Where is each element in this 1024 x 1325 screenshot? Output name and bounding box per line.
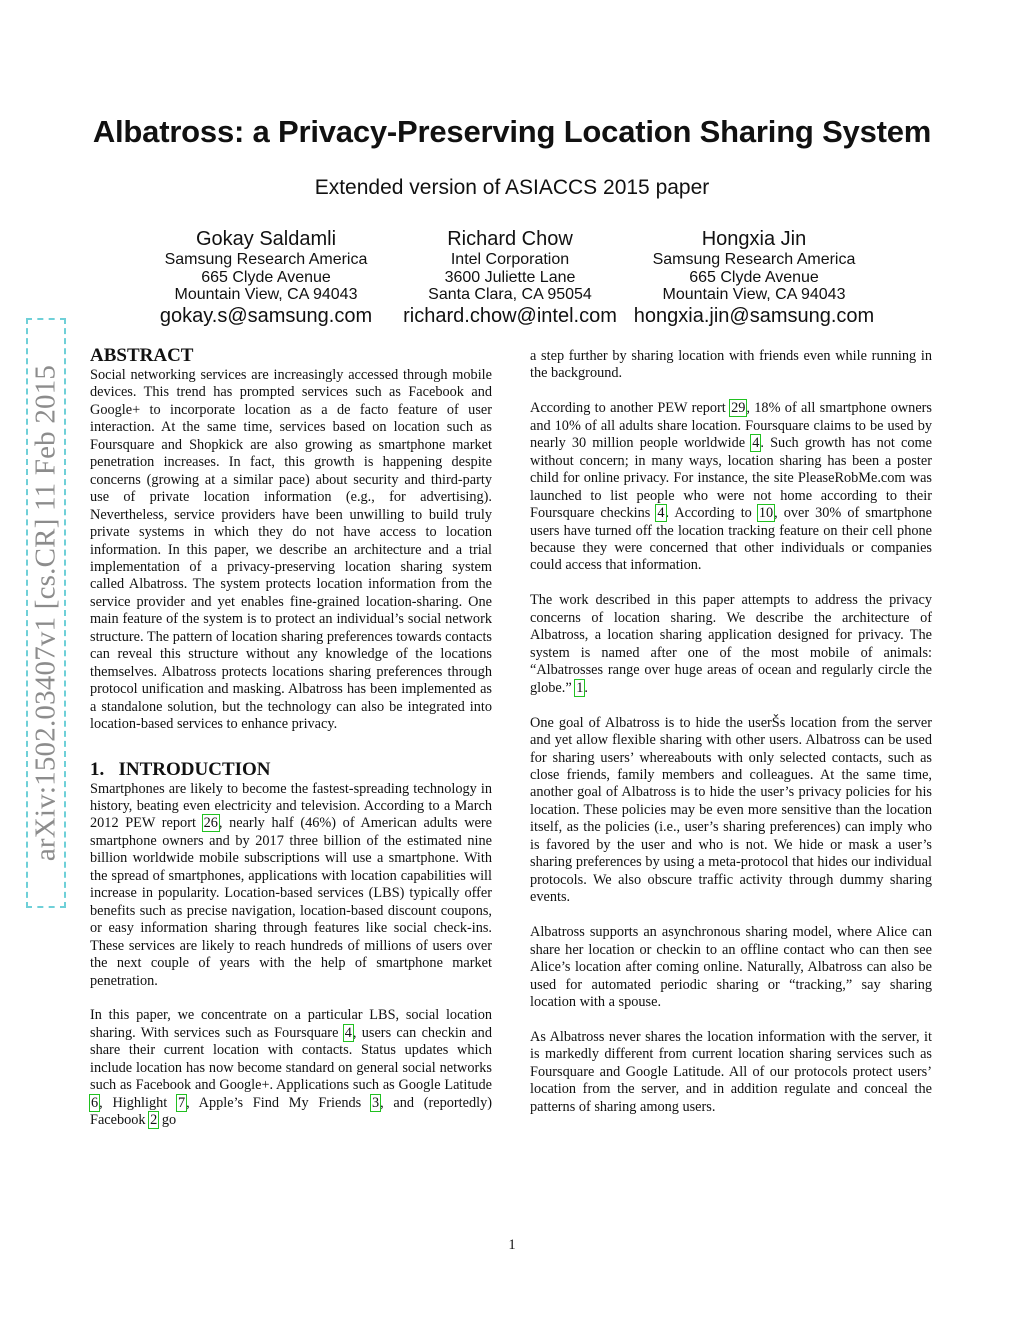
author-city: Mountain View, CA 94043	[662, 286, 846, 303]
citation-link[interactable]: 26	[203, 815, 218, 832]
author-city: Santa Clara, CA 95054	[428, 286, 592, 303]
author-block	[140, 227, 392, 327]
author-name: Hongxia Jin	[701, 228, 807, 250]
author-block	[628, 227, 880, 327]
page-number: 1	[508, 1237, 516, 1253]
author-street: 665 Clyde Avenue	[201, 268, 331, 286]
intro-paragraph: In this paper, we concentrate on a particular LBS, social location sharing. With services such as Foursquare 4, users can checkin and share their current location with contacts. Status updates which include location has now become standard on general social networks such as Facebook and Google+. Applications such as Google Latitude 6, Highlight 7, Apple’s Find My Friends 3, and (reportedly) Facebook 2 go	[90, 1007, 493, 1129]
arxiv-identifier[interactable]: arXiv:1502.03407v1 [cs.CR] 11 Feb 2015	[29, 364, 62, 862]
author-name: Richard Chow	[447, 228, 573, 250]
author-affiliation: Samsung Research America	[652, 251, 856, 268]
body-paragraph: According to another PEW report 29, 18% of all smartphone owners and 10% of all adults share location. Foursquare claims to be used by nearly 30 million people worldwide 4. Such growth has not come without concern; in many ways, location sharing has been a poster child for online privacy. For instance, the site PleaseRobMe.com was launched to list people who were not home according to their Foursquare checkins 4. According to 10, over 30% of smartphone users have turned off the location tracking feature on their cell phone because they were concerned that other individuals or companies could access that information.	[530, 400, 932, 574]
citation-link[interactable]: 1	[576, 679, 584, 696]
abstract-text: Social networking services are increasingly accessed through mobile devices. This trend has prompted services such as Facebook and Google+ to incorporate location as a de facto feature of user interaction. At the same time, services based on location such as Foursquare and Shopkick are also growing as smartphone market penetration increases. In fact, this growth is happening despite concerns (growing at a similar pace) about security and third-party use of private location information (e.g., for advertising). Nevertheless, service providers have been unwilling to build truly private systems in which they do not have access to location information. In this paper, we describe an architecture and a trial implementation of a privacy-preserving location sharing system called Albatross. The system protects location information from the service provider and yet enables fine-grained location-sharing. One main feature of the system is to protect an individual’s social network structure. The pattern of location sharing preferences towards contacts can reveal this structure without any knowledge of the locations themselves. Albatross protects locations sharing preferences through protocol unification and masking. Albatross has been implemented as a standalone solution, but the technology can also be integrated into location-based services to enhance privacy.	[90, 367, 492, 733]
author-street: 665 Clyde Avenue	[689, 268, 819, 286]
author-street: 3600 Juliette Lane	[444, 268, 576, 286]
author-email[interactable]: hongxia.jin@samsung.com	[633, 304, 875, 327]
paper-subtitle: Extended version of ASIACCS 2015 paper	[314, 176, 710, 199]
citation-link[interactable]: 4	[752, 435, 760, 452]
body-paragraph: As Albatross never shares the location information with the server, it is markedly different from current location sharing services such as Foursquare and Google Latitude. All of our protocols protect users’ location from the server, and in addition regulate and conceal the patterns of sharing among users.	[530, 1028, 932, 1115]
author-city: Mountain View, CA 94043	[174, 286, 358, 303]
citation-link[interactable]: 3	[371, 1094, 380, 1111]
paper-title: Albatross: a Privacy-Preserving Location Sharing System	[92, 114, 932, 149]
citation-link[interactable]: 6	[91, 1094, 99, 1111]
author-block	[392, 227, 628, 327]
citation-link[interactable]: 29	[731, 400, 746, 417]
citation-link[interactable]: 4	[657, 505, 665, 522]
citation-link[interactable]: 10	[758, 505, 774, 522]
author-email[interactable]: richard.chow@intel.com	[403, 304, 617, 327]
author-affiliation: Intel Corporation	[450, 251, 570, 268]
left-column	[90, 345, 492, 1130]
citation-link[interactable]: 7	[177, 1094, 186, 1111]
author-affiliation: Samsung Research America	[164, 251, 368, 268]
citation-link[interactable]: 4	[344, 1024, 352, 1041]
author-email[interactable]: gokay.s@samsung.com	[159, 304, 373, 327]
intro-paragraph: Smartphones are likely to become the fastest-spreading technology in history, beating even electricity and television. According to a March 2012 PEW report 26, nearly half (46%) of American adults were smartphone owners and by 2017 three billion of the estimated nine billion worldwide mobile subscriptions will use a smartphone. With the spread of smartphones, applications with location capabilities will increase in popularity. Location-based services (LBS) typically offer benefits such as precise navigation, location-based discount coupons, or easy information sharing through features like social check-ins. These services are likely to reach hundreds of millions of users over the next couple of years with the help of smartphone market penetration.	[90, 780, 493, 989]
author-name: Gokay Saldamli	[195, 228, 337, 250]
introduction-heading: 1. INTRODUCTION	[90, 758, 271, 780]
body-paragraph: The work described in this paper attempts to address the privacy concerns of location sharing. We describe the architecture of Albatross, a location sharing application designed for privacy. The system is named after one of the most mobile of animals: “Albatrosses range over huge areas of ocean and regularly circle the globe.” 1.	[530, 592, 932, 696]
body-paragraph: Albatross supports an asynchronous sharing model, where Alice can share her location or checkin to an offline contact who can then see Alice’s location after coming online. Naturally, Albatross can also be used for automated periodic sharing or “tracking,” say sharing location with a spouse.	[530, 924, 932, 1010]
body-paragraph: One goal of Albatross is to hide the userŠs location from the server and yet allow flexible sharing with other users. Albatross can be used for sharing users’ whereabouts with only selected contacts, such as close friends, family members and colleagues. At the same time, another goal of Albatross is to hide the user’s privacy policies for his location. These policies may be even more sensitive than the location itself, as the policies (i.e., user’s sharing preferences) can imply who is favored by the user and who is not. We hide or mask a user’s sharing preferences by using a meta-protocol that hides our individual protocols. We also obscure traffic activity through dummy sharing events.	[530, 714, 932, 906]
right-column	[530, 348, 932, 1116]
citation-link[interactable]: 2	[150, 1112, 158, 1129]
abstract-heading: ABSTRACT	[90, 345, 194, 366]
body-paragraph: a step further by sharing location with friends even while running in the background.	[530, 348, 932, 382]
